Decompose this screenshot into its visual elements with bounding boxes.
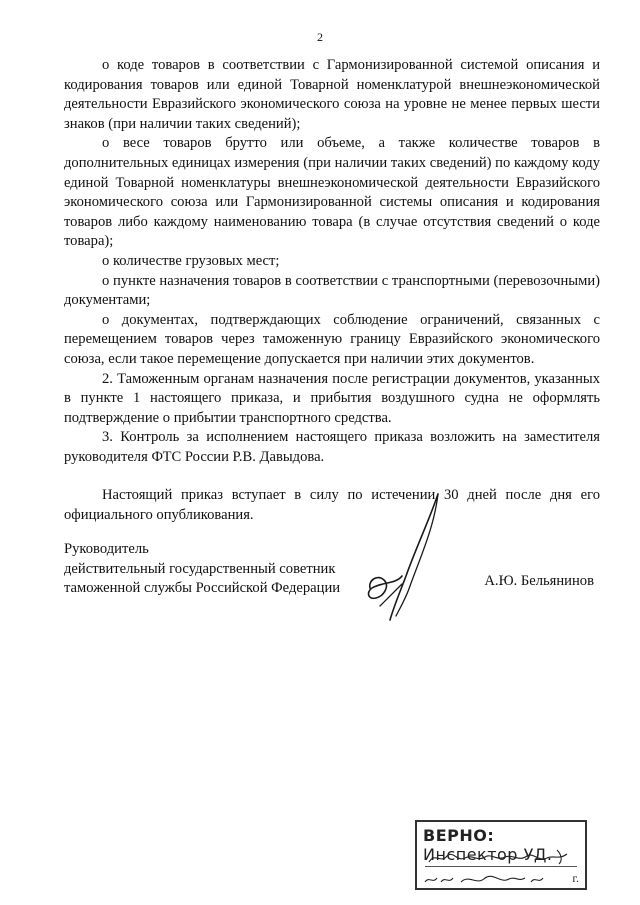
stamp-name-line <box>425 848 577 867</box>
paragraph-effective-date: Настоящий приказ вступает в силу по истечении 30 дней после дня его официального опубликования. <box>64 487 600 524</box>
paragraph-documents: о документах, подтверждающих соблюдение ограничений, связанных с перемещением товаров через таможенную границу Евразийского экономического союза, если такое перемещение допускается при наличии этих документов. <box>64 311 600 367</box>
page-number: 2 <box>317 30 323 44</box>
stamp-date-line <box>421 870 585 888</box>
document-body <box>64 56 600 526</box>
handwritten-signature <box>350 488 470 628</box>
stamp-suffix: УД. <box>523 845 553 864</box>
stamp-handwritten-name <box>425 848 575 866</box>
paragraph-hs-code: о коде товаров в соответствии с Гармонизированной системой описания и кодирования товаров или единой Товарной номенклатурой внешнеэкономической деятельности Евразийского экономического союза на уровне не менее первых шести знаков (при наличии таких сведений); <box>64 57 600 132</box>
stamp-handwritten-date <box>421 870 551 888</box>
paragraph-weight: о весе товаров брутто или объеме, а также количестве товаров в дополнительных единицах измерения (при наличии таких сведений) по каждому коду единой Товарной номенклатуры внешнеэкономической деятельности Евразийского экономического союза или Гармонизированной системы описания и кодирования товаров либо каждому наименованию товара (в случае отсутствия сведений о коде товара); <box>64 135 600 250</box>
paragraph-cargo-places: о количестве грузовых мест; <box>102 252 280 269</box>
signatory-role-line-2: действительный государственный советник <box>64 560 336 577</box>
paragraph-item-3: 3. Контроль за исполнением настоящего приказа возложить на заместителя руководителя ФТС России Р.В. Давыдова. <box>64 429 600 465</box>
stamp-verno: ВЕРНО: <box>423 826 495 845</box>
signatory-role-line-1: Руководитель <box>64 541 149 557</box>
paragraph-item-2: 2. Таможенным органам назначения после регистрации документов, указанных в пункте 1 настоящего приказа, и прибытия воздушного судна не оформлять подтверждение о прибытии транспортного средства. <box>64 370 600 426</box>
signatory-role-line-3: таможенной службы Российской Федерации <box>64 580 341 597</box>
signatory-name: А.Ю. Бельянинов <box>484 573 594 589</box>
stamp-year-suffix: г. <box>572 871 579 885</box>
stamp-inspector: Инспектор <box>423 845 518 864</box>
paragraph-destination: о пункте назначения товаров в соответствии с транспортными (перевозочными) документами; <box>64 272 600 309</box>
certification-stamp <box>415 820 587 890</box>
